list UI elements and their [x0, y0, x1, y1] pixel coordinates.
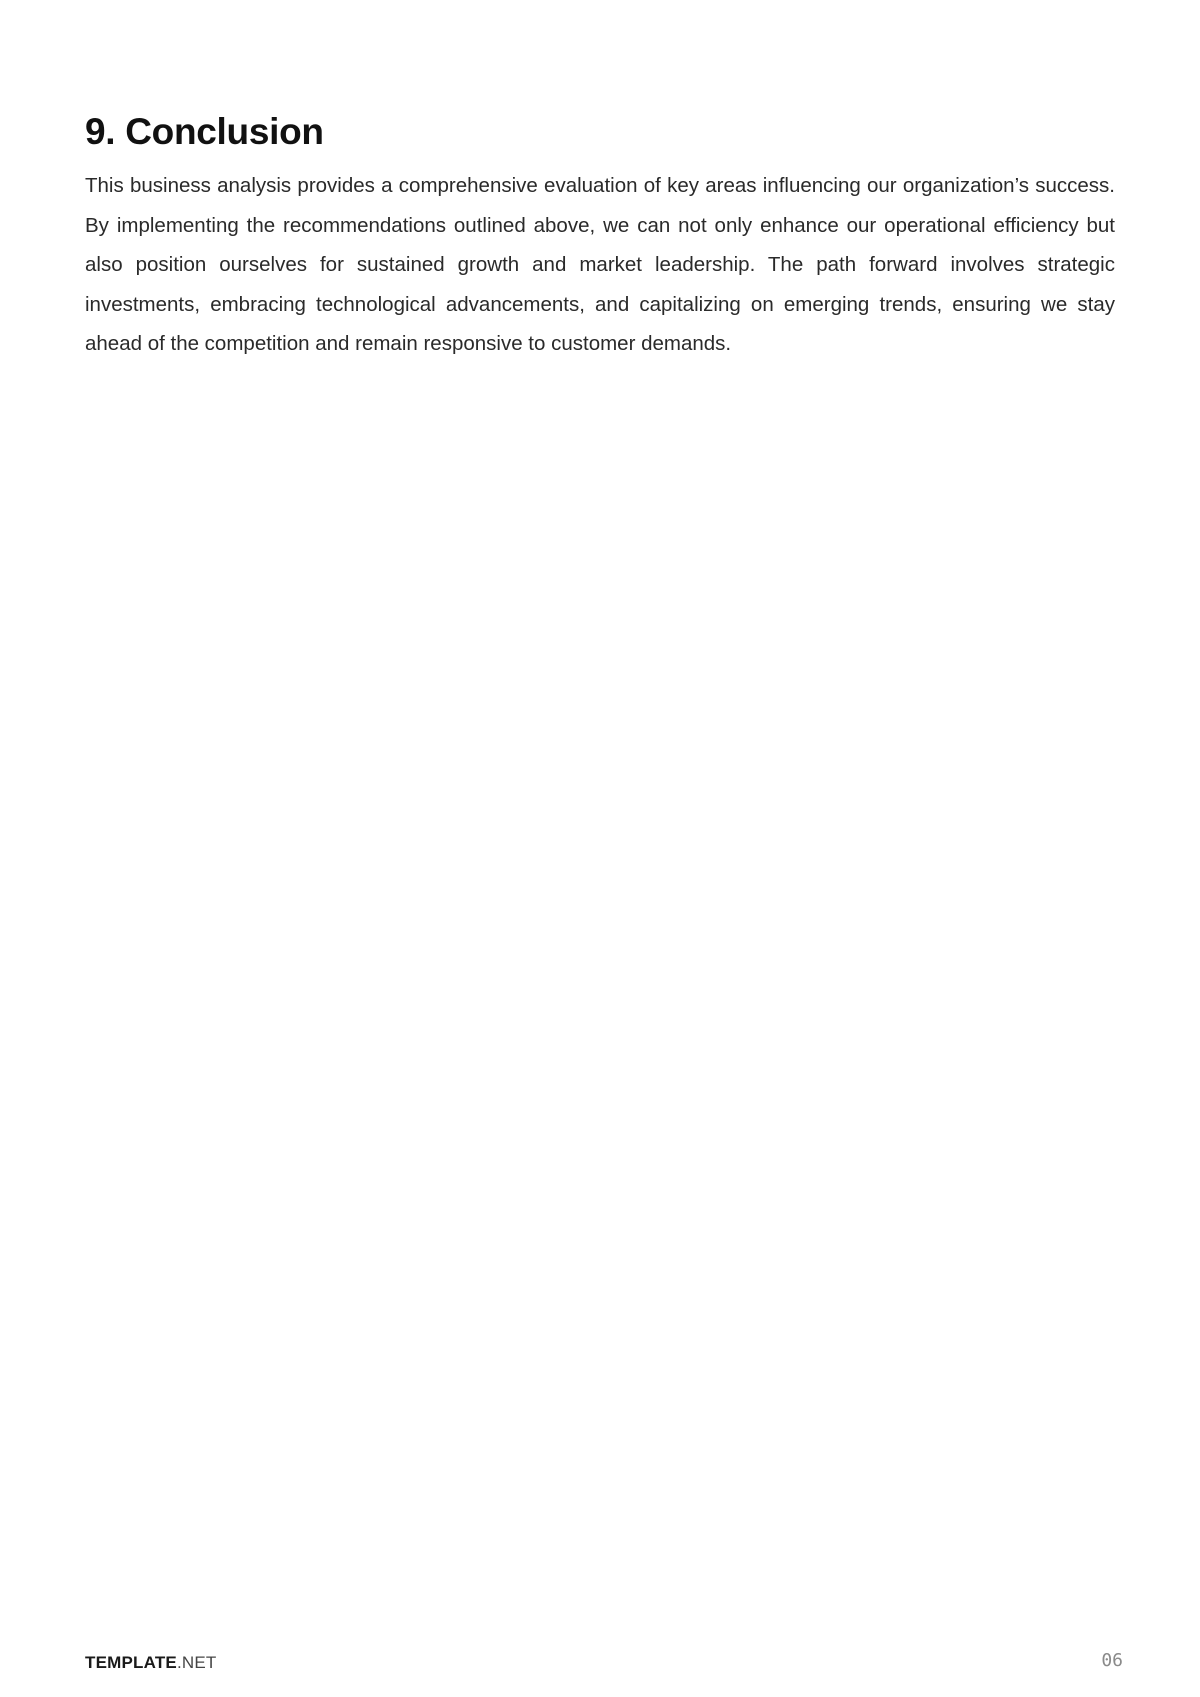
page-number: 06 — [1101, 1650, 1123, 1671]
brand-name-bold: TEMPLATE — [85, 1653, 177, 1672]
footer-brand-logo — [85, 1653, 216, 1673]
brand-name-suffix: .NET — [176, 1653, 217, 1672]
conclusion-section — [85, 108, 1115, 364]
section-title: 9. Conclusion — [85, 111, 324, 152]
section-body-paragraph: This business analysis provides a comprehensive evaluation of key areas influencing our organization’s success. By implementing the recommendations outlined above, we can not only enhance our operational efficiency but also position ourselves for sustained growth and market leadership. The path forward involves strategic investments, embracing technological advancements, and capitalizing on emerging trends, ensuring we stay ahead of the competition and remain responsive to customer demands. — [85, 174, 1115, 355]
